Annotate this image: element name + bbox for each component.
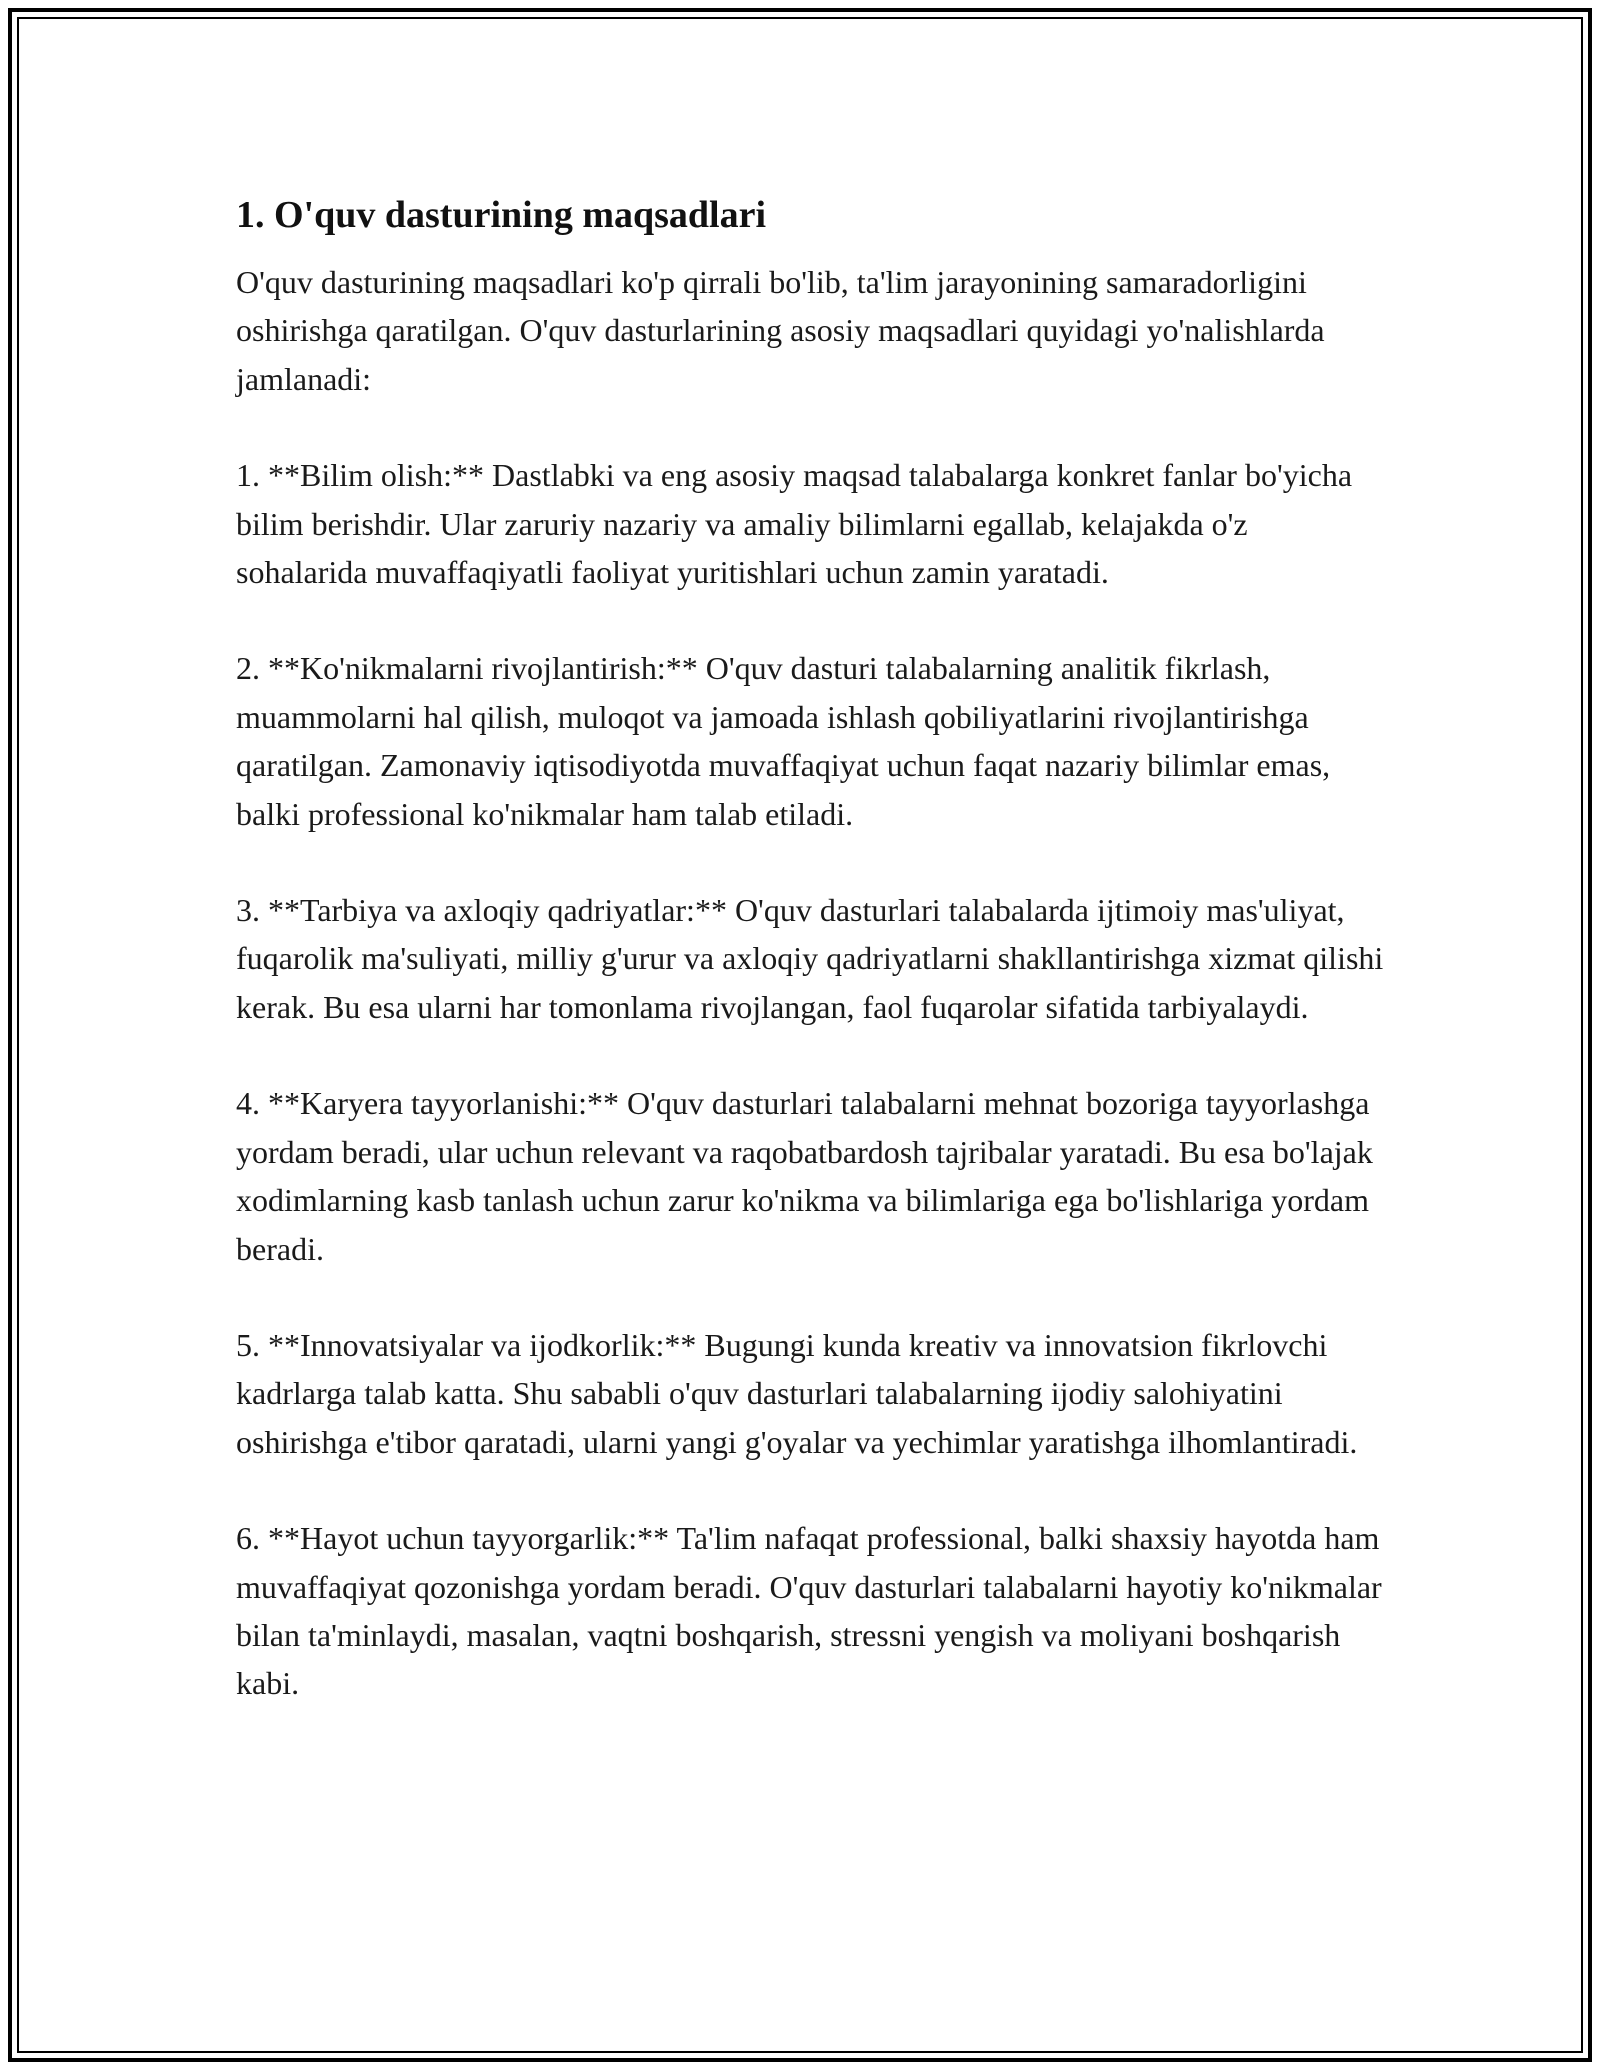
- list-item-tarbiya: 3. **Tarbiya va axloqiy qadriyatlar:** O'quv dasturlari talabalarda ijtimoiy mas'uliyat, fuqarolik ma'suliyati, milliy g'urur va axloqiy qadriyatlarni shakllantirishga xizmat qilishi kerak. Bu esa ularni har tomonlama rivojlangan, faol fuqarolar sifatida tarbiyalaydi.: [236, 892, 1384, 1025]
- section-heading: 1. O'quv dasturining maqsadlari: [236, 194, 767, 236]
- list-item-karyera: 4. **Karyera tayyorlanishi:** O'quv dasturlari talabalarni mehnat bozoriga tayyorlashga yordam beradi, ular uchun relevant va raqobatbardosh tajribalar yaratadi. Bu esa bo'lajak xodimlarning kasb tanlash uchun zarur ko'nikma va bilimlariga ega bo'lishlariga yordam beradi.: [236, 1085, 1373, 1267]
- list-item-bilim-olish: 1. **Bilim olish:** Dastlabki va eng asosiy maqsad talabalarga konkret fanlar bo'yicha bilim berishdir. Ular zaruriy nazariy va amaliy bilimlarni egallab, kelajakda o'z sohalarida muvaffaqiyatli faoliyat yuritishlari uchun zamin yaratadi.: [236, 457, 1353, 591]
- list-item-konikmalar: 2. **Ko'nikmalarni rivojlantirish:** O'quv dasturi talabalarning analitik fikrlash, muammolarni hal qilish, muloqot va jamoada ishlash qobiliyatlarini rivojlantirishga qaratilgan. Zamonaviy iqtisodiyotda muvaffaqiyat uchun faqat nazariy bilimlar emas, balki professional ko'nikmalar ham talab etiladi.: [236, 650, 1331, 832]
- list-item-hayot: 6. **Hayot uchun tayyorgarlik:** Ta'lim nafaqat professional, balki shaxsiy hayotda ham muvaffaqiyat qozonishga yordam beradi. O'quv dasturlari talabalarni hayotiy ko'nikmalar bilan ta'minlaydi, masalan, vaqtni boshqarish, stressni yengish va moliyani boshqarish kabi.: [236, 1520, 1382, 1702]
- document-body: [236, 188, 1386, 1756]
- list-item-innovatsiyalar: 5. **Innovatsiyalar va ijodkorlik:** Bugungi kunda kreativ va innovatsion fikrlovchi kadrlarga talab katta. Shu sababli o'quv dasturlari talabalarning ijodiy salohiyatini oshirishga e'tibor qaratadi, ularni yangi g'oyalar va yechimlar yaratishga ilhomlantiradi.: [236, 1326, 1358, 1460]
- intro-paragraph: O'quv dasturining maqsadlari ko'p qirrali bo'lib, ta'lim jarayonining samaradorligini oshirishga qaratilgan. O'quv dasturlarining asosiy maqsadlari quyidagi yo'nalishlarda jamlanadi:: [236, 264, 1325, 397]
